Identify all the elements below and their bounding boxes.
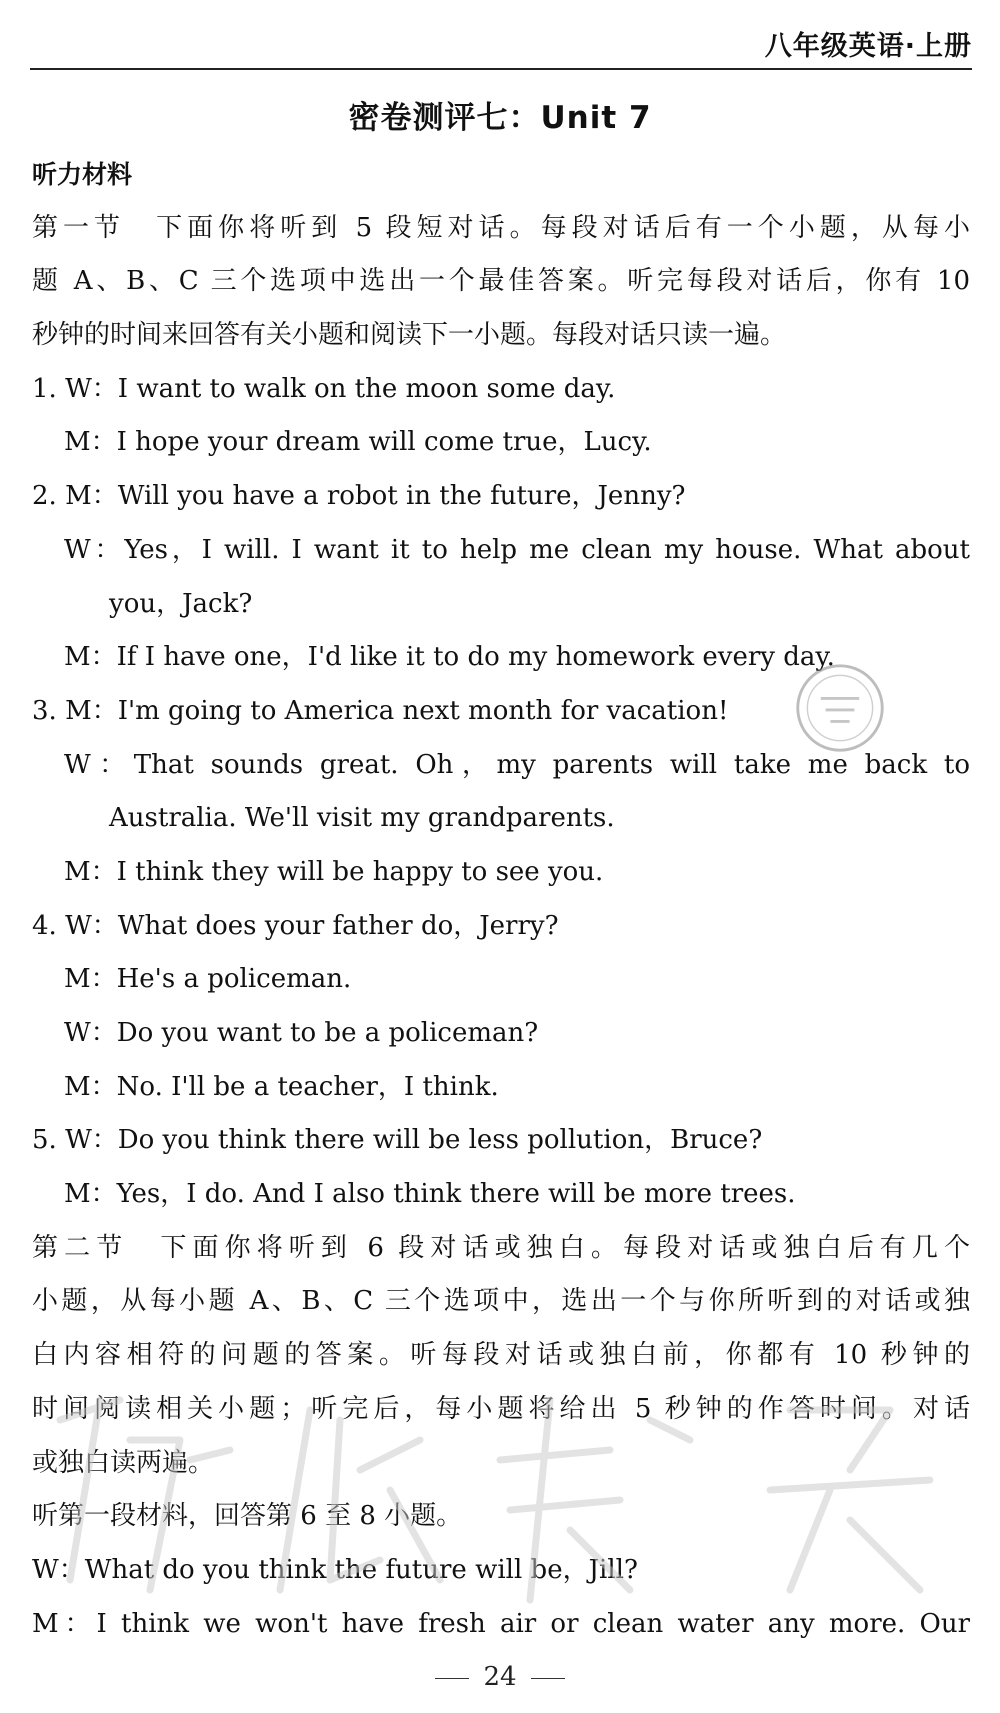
dialogue-line: W：That sounds great. Oh，my parents will take me back to	[64, 749, 970, 780]
dialogue-line: you，Jack?	[109, 588, 253, 619]
dialogue-line: W：Yes，I will. I want it to help me clean my house. What about	[64, 534, 970, 565]
dialogue-line: M：I think they will be happy to see you.	[64, 856, 604, 887]
material-intro: 听第一段材料，回答第 6 至 8 小题。	[32, 1501, 463, 1532]
section-label: 听力材料	[32, 160, 133, 189]
dialogue-line: M：No. I'll be a teacher，I think.	[64, 1071, 499, 1102]
dialogue-line: W：Do you want to be a policeman?	[64, 1018, 539, 1048]
listening-material	[32, 148, 970, 1651]
dialogue-line: 4. W：What does your father do，Jerry?	[32, 910, 559, 941]
page-number-value: 24	[483, 1662, 517, 1692]
header-divider	[30, 68, 972, 70]
page-number	[0, 1662, 1000, 1692]
part2-instruction-line: 第二节 下面你将听到 6 段对话或独白。每段对话或独白后有几个	[32, 1232, 970, 1263]
part1-instruction-line: 秒钟的时间来回答有关小题和阅读下一小题。每段对话只读一遍。	[32, 320, 787, 351]
dialogue-line: Australia. We'll visit my grandparents.	[109, 803, 615, 834]
part2-instruction-line: 白内容相符的问题的答案。听每段对话或独白前，你都有 10 秒钟的	[32, 1340, 970, 1371]
dialogue-line: 1. W：I want to walk on the moon some day.	[32, 373, 616, 404]
part2-instruction-line: 时间阅读相关小题；听完后，每小题将给出 5 秒钟的作答时间。对话	[32, 1393, 970, 1424]
part2-instruction-line: 小题，从每小题 A、B、C 三个选项中，选出一个与你所听到的对话或独	[32, 1286, 970, 1317]
page-number-dash-right	[531, 1678, 565, 1679]
dialogue-line: M：I think we won't have fresh air or clean water any more. Our	[32, 1608, 970, 1639]
stamp-logo	[792, 660, 888, 756]
part1-instruction-line: 题 A、B、C 三个选项中选出一个最佳答案。听完每段对话后，你有 10	[32, 266, 970, 297]
dialogue-line: 2. M：Will you have a robot in the future，Jenny?	[32, 481, 686, 512]
dialogue-line: 5. W：Do you think there will be less pollution，Bruce?	[32, 1125, 763, 1156]
part2-instruction-line: 或独白读两遍。	[32, 1447, 215, 1478]
dialogue-line: 3. M：I'm going to America next month for vacation!	[32, 695, 729, 726]
dialogue-line: W：What do you think the future will be，Jill?	[32, 1554, 638, 1585]
dialogue-line: M：He's a policeman.	[64, 964, 352, 995]
dialogue-line: M：I hope your dream will come true，Lucy.	[64, 427, 652, 458]
dialogue-line: M：Yes，I do. And I also think there will be more trees.	[64, 1179, 796, 1210]
page-title: 密卷测评七：Unit 7	[348, 100, 652, 136]
book-label: 八年级英语·上册	[764, 31, 972, 62]
part1-instruction-line: 第一节 下面你将听到 5 段短对话。每段对话后有一个小题，从每小	[32, 212, 970, 243]
dialogue-line: M：If I have one，I'd like it to do my homework every day.	[64, 642, 835, 673]
page-number-dash-left	[435, 1678, 469, 1679]
